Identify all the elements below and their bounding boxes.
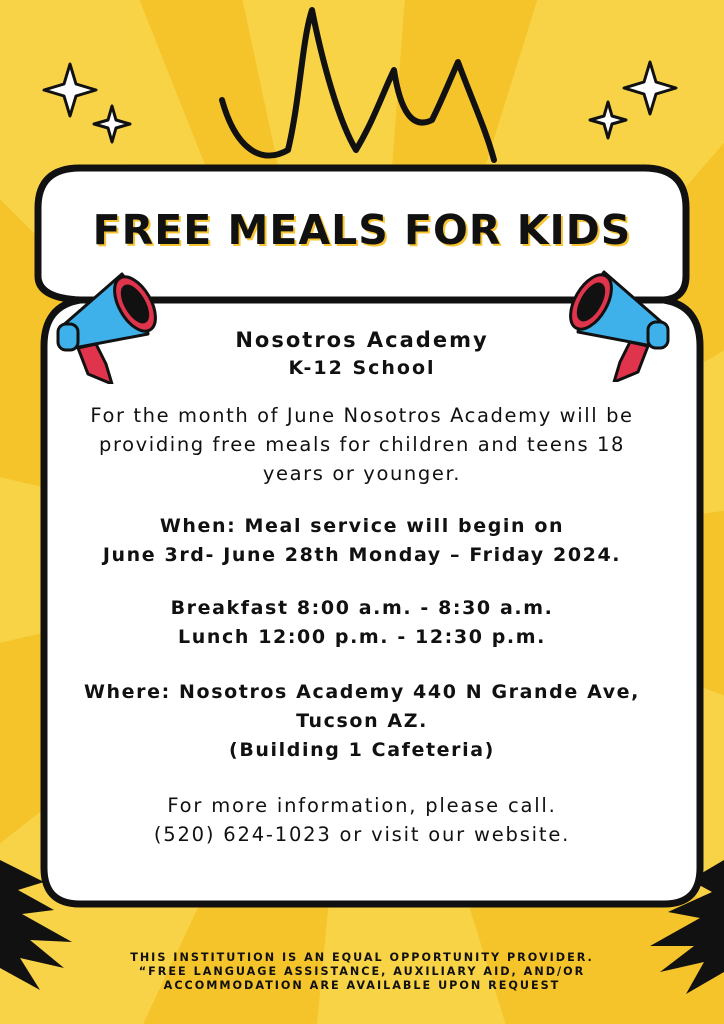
intro-line: providing free meals for children and teens 18: [98, 433, 626, 456]
footer-line: THIS INSTITUTION IS AN EQUAL OPPORTUNITY PROVIDER.: [130, 951, 594, 964]
where-line: Tucson AZ.: [296, 710, 428, 732]
intro-line: For the month of June Nosotros Academy will be: [90, 404, 634, 427]
intro-line: years or younger.: [262, 462, 462, 485]
info-line: For more information, please call.: [167, 794, 557, 817]
when-section: [44, 512, 680, 570]
main-content: [44, 326, 680, 849]
crown-scribble: [222, 10, 494, 160]
footer-line: ACCOMMODATION ARE AVAILABLE UPON REQUEST: [163, 979, 561, 992]
school-type: K-12 School: [288, 357, 436, 379]
sparkle-icon: [44, 62, 676, 142]
when-line: June 3rd- June 28th Monday – Friday 2024.: [102, 544, 622, 566]
lunch-time: Lunch 12:00 p.m. - 12:30 p.m.: [178, 626, 546, 648]
where-line: Where: Nosotros Academy 440 N Grande Ave,: [84, 681, 640, 703]
legal-footer: [60, 951, 664, 993]
meal-times: [44, 594, 680, 652]
info-line: (520) 624-1023 or visit our website.: [153, 823, 571, 846]
intro-paragraph: [44, 401, 680, 488]
school-name: Nosotros Academy: [235, 328, 489, 352]
footer-line: “FREE LANGUAGE ASSISTANCE, AUXILIARY AID, AND/OR: [138, 965, 586, 978]
page-title: FREE MEALS FOR KIDS: [92, 206, 632, 254]
when-line: When: Meal service will begin on: [159, 515, 565, 537]
breakfast-time: Breakfast 8:00 a.m. - 8:30 a.m.: [170, 597, 554, 619]
where-line: (Building 1 Cafeteria): [229, 739, 495, 761]
contact-info: [44, 791, 680, 849]
where-section: [44, 678, 680, 765]
